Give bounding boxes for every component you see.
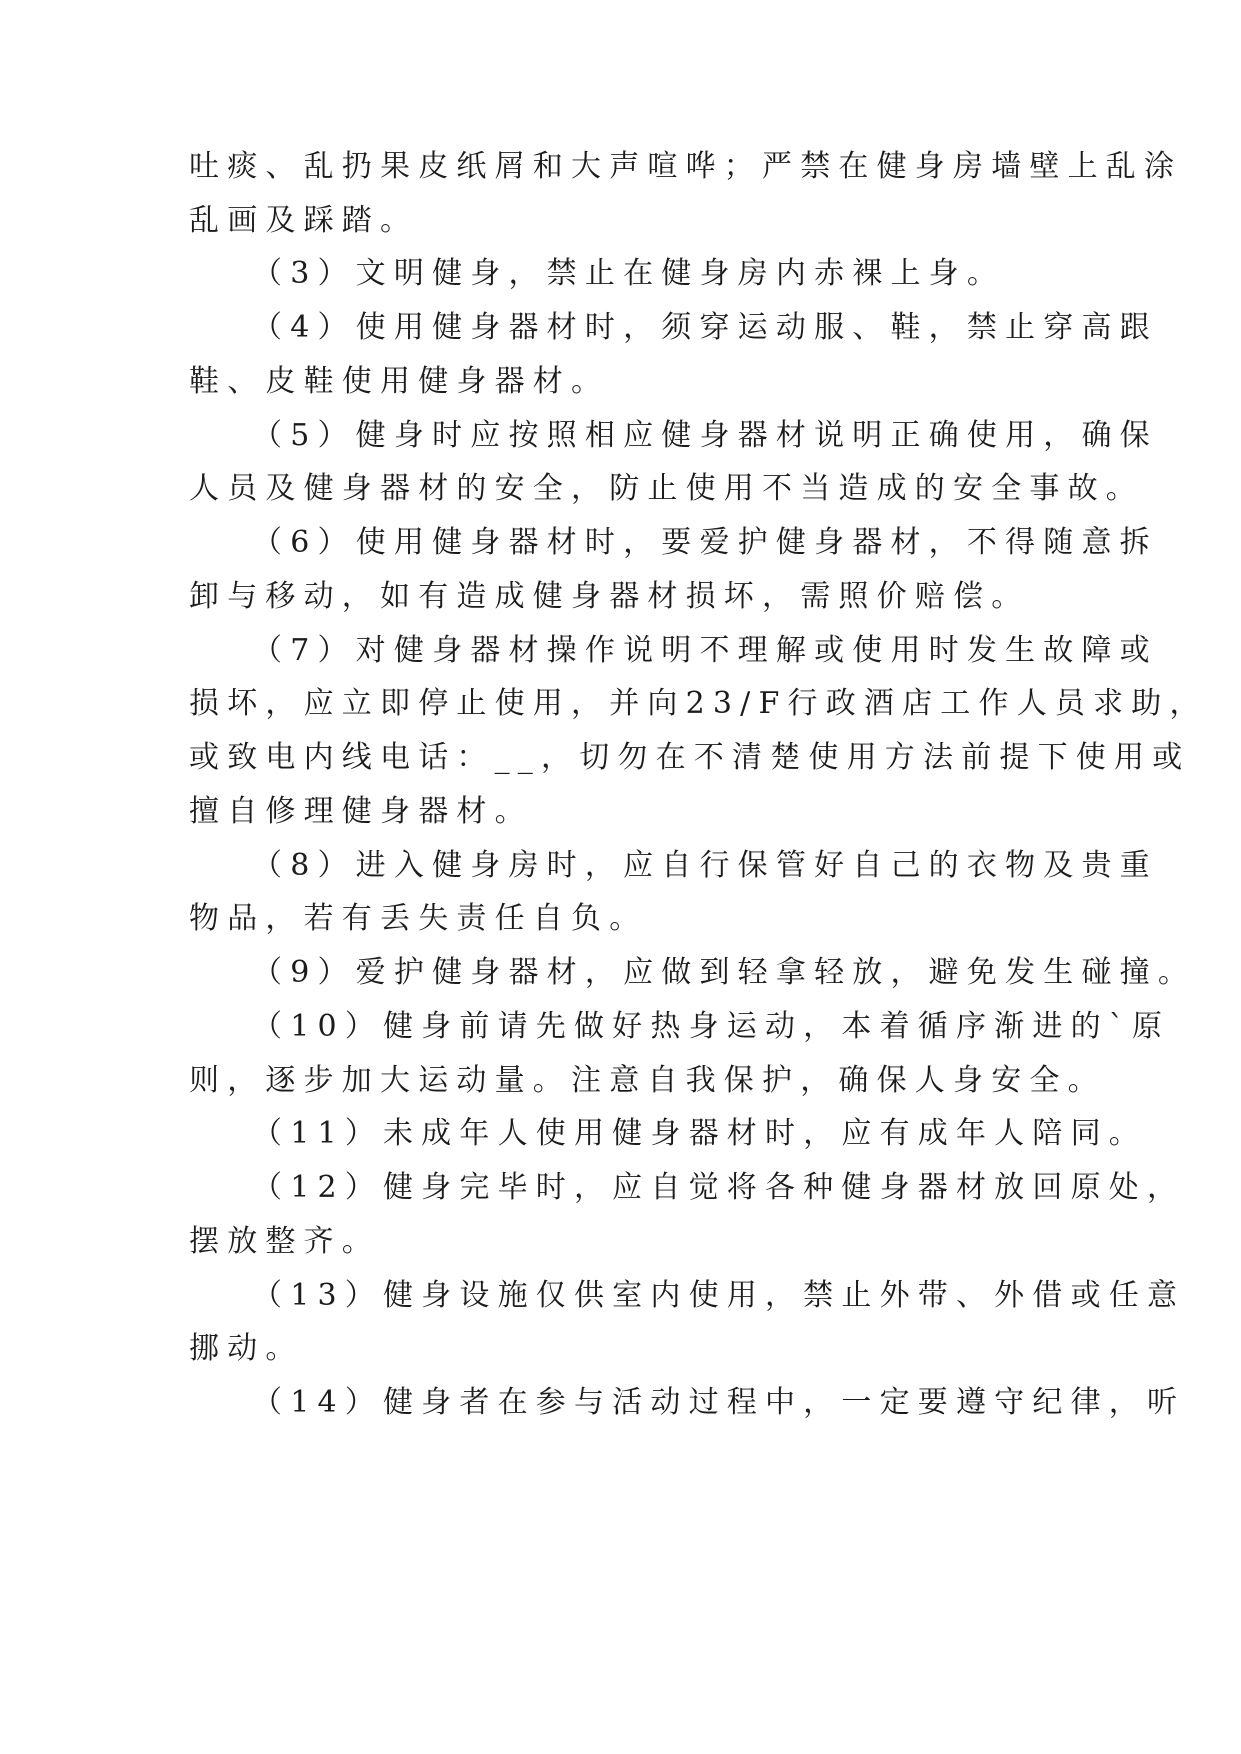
text-line: 或致电内线电话：__，切勿在不清楚使用方法前提下使用或 xyxy=(189,740,1191,775)
text-line: 摆放整齐。 xyxy=(189,1224,380,1259)
text-line: 物品，若有丢失责任自负。 xyxy=(189,901,648,936)
paragraph-start-line: （14）健身者在参与活动过程中，一定要遵守纪律，听 xyxy=(252,1385,1186,1420)
paragraph-start-line: （5）健身时应按照相应健身器材说明正确使用，确保 xyxy=(252,418,1158,453)
text-line: 吐痰、乱扔果皮纸屑和大声喧哗；严禁在健身房墙壁上乱涂 xyxy=(189,149,1183,184)
text-line: 乱画及踩踏。 xyxy=(189,203,419,238)
text-line: 挪动。 xyxy=(189,1331,304,1366)
paragraph-start-line: （4）使用健身器材时，须穿运动服、鞋，禁止穿高跟 xyxy=(252,310,1158,345)
paragraph-start-line: （9）爱护健身器材，应做到轻拿轻放，避免发生碰撞。 xyxy=(252,955,1197,990)
paragraph-start-line: （3）文明健身，禁止在健身房内赤裸上身。 xyxy=(252,256,1006,291)
paragraph-start-line: （11）未成年人使用健身器材时，应有成年人陪同。 xyxy=(252,1116,1147,1151)
paragraph-start-line: （6）使用健身器材时，要爱护健身器材，不得随意拆 xyxy=(252,525,1158,560)
paragraph-start-line: （8）进入健身房时，应自行保管好自己的衣物及贵重 xyxy=(252,848,1158,883)
text-line: 鞋、皮鞋使用健身器材。 xyxy=(189,364,610,399)
paragraph-start-line: （13）健身设施仅供室内使用，禁止外带、外借或任意 xyxy=(252,1278,1186,1313)
paragraph-start-line: （12）健身完毕时，应自觉将各种健身器材放回原处， xyxy=(252,1170,1186,1205)
paragraph-start-line: （10）健身前请先做好热身运动，本着循序渐进的`原 xyxy=(252,1009,1171,1044)
paragraph-start-line: （7）对健身器材操作说明不理解或使用时发生故障或 xyxy=(252,633,1158,668)
text-line: 卸与移动，如有造成健身器材损坏，需照价赔偿。 xyxy=(189,579,1030,614)
text-line: 损坏，应立即停止使用，并向23/F行政酒店工作人员求助， xyxy=(189,686,1208,721)
text-line: 人员及健身器材的安全，防止使用不当造成的安全事故。 xyxy=(189,471,1144,506)
text-line: 则，逐步加大运动量。注意自我保护，确保人身安全。 xyxy=(189,1063,1106,1098)
text-line: 擅自修理健身器材。 xyxy=(189,794,533,829)
